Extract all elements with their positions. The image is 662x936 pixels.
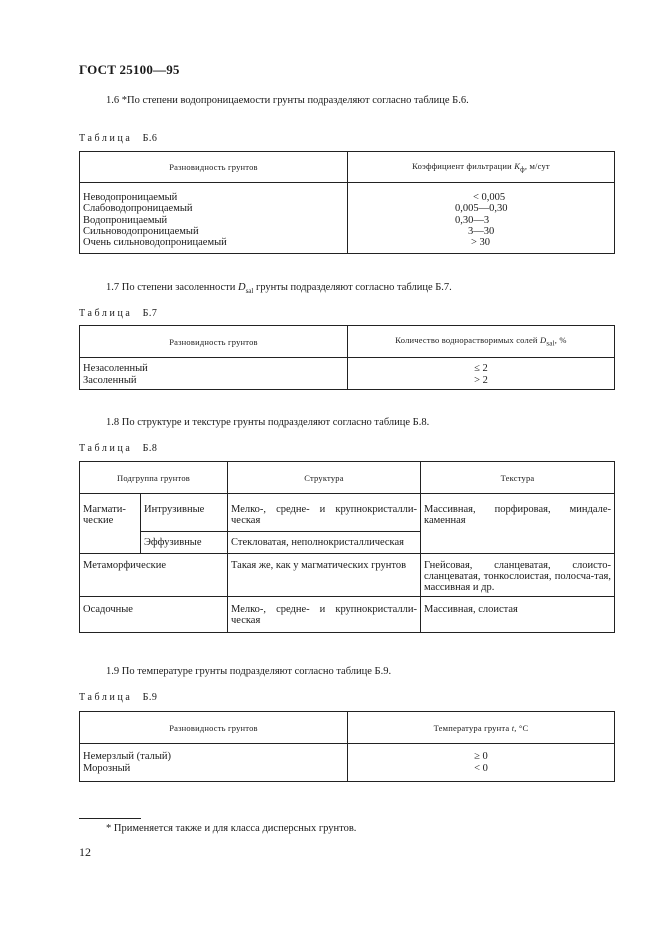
caption-label: Таблица: [79, 692, 133, 703]
table-b8-header-subgroup: Подгруппа грунтов: [80, 462, 228, 494]
paragraph-1-6: 1.6 *По степени водопроницаемости грунты подразделяют согласно таблице Б.6.: [106, 95, 469, 106]
table-b8-effusive: Эффузивные: [141, 532, 228, 554]
table-b7-names: [80, 358, 348, 390]
table-row-name: Сильноводопроницаемый: [83, 225, 199, 237]
table-row-name: Незасоленный: [83, 363, 148, 374]
table-b9-caption: [79, 692, 157, 703]
table-b6: [79, 151, 615, 254]
table-b7-caption: [79, 308, 157, 319]
caption-number: Б.8: [142, 443, 158, 454]
table-b8: [79, 461, 615, 633]
table-row-name: Очень сильноводопроницаемый: [83, 237, 227, 249]
table-b8-intrusive-structure: Мелко-, средне- и крупнокристалли-ческая: [228, 494, 421, 532]
caption-number: Б.6: [142, 133, 158, 144]
table-b9-values: [348, 744, 615, 782]
table-b8-effusive-structure: Стекловатая, неполнокристаллическая: [228, 532, 421, 554]
table-row-name: Водопроницаемый: [83, 214, 168, 226]
table-row-name: Немерзлый (талый): [83, 751, 171, 762]
caption-label: Таблица: [79, 308, 133, 319]
table-row-name: Слабоводопроницаемый: [83, 203, 193, 215]
table-row-value: > 30: [471, 237, 491, 249]
table-row-name: Неводопроницаемый: [83, 192, 178, 203]
table-b8-sedimentary-texture: Массивная, слоистая: [421, 597, 615, 633]
table-b8-header-texture: Текстура: [421, 462, 615, 494]
table-row-name: Засоленный: [83, 374, 137, 386]
page-number: 12: [79, 845, 91, 859]
table-row-name: Морозный: [83, 762, 131, 774]
table-b8-caption: [79, 443, 157, 454]
table-b9: [79, 711, 615, 782]
table-b6-caption: [79, 133, 157, 144]
caption-label: Таблица: [79, 443, 133, 454]
table-b8-header-structure: Структура: [228, 462, 421, 494]
document-code: ГОСТ 25100—95: [79, 62, 180, 77]
table-b8-metamorphic-structure: Такая же, как у магматических грунтов: [228, 554, 421, 597]
footnote: * Применяется также и для класса дисперсных грунтов.: [106, 823, 357, 834]
table-b7-header-salt: Количество воднорастворимых солей $D_{sal}$, %: [348, 326, 615, 358]
paragraph-1-9: 1.9 По температуре грунты подразделяют согласно таблице Б.9.: [106, 666, 392, 677]
table-row-value: ≤ 2: [474, 363, 488, 374]
table-row-value: ≥ 0: [474, 751, 488, 762]
table-b6-header-coef: Коэффициент фильтрации $K_ф$, м/сут: [348, 152, 615, 183]
table-b6-values: [348, 183, 615, 254]
paragraph-1-7: 1.7 По степени засоленности $D_{sal}$ грунты подразделяют согласно таблице Б.7.: [106, 282, 452, 296]
caption-number: Б.9: [142, 692, 158, 703]
table-b7: [79, 325, 615, 390]
footnote-divider: [79, 818, 141, 819]
table-row-value: < 0: [474, 762, 488, 774]
table-b7-values: [348, 358, 615, 390]
table-row-value: 0,30—3: [455, 214, 490, 226]
table-b6-names: [80, 183, 348, 254]
table-b8-intrusive: Интрузивные: [141, 494, 228, 532]
paragraph-1-8: 1.8 По структуре и текстуре грунты подразделяют согласно таблице Б.8.: [106, 417, 430, 428]
table-b8-sedimentary-structure: Мелко-, средне- и крупнокристалли-ческая: [228, 597, 421, 633]
table-b8-magmatic-texture: Массивная, порфировая, миндале-каменная: [421, 494, 615, 554]
table-row-value: 0,005—0,30: [455, 203, 508, 215]
caption-number: Б.7: [142, 308, 158, 319]
table-b8-metamorphic: Метаморфические: [80, 554, 228, 597]
table-b7-header-type: Разновидность грунтов: [80, 326, 348, 358]
caption-label: Таблица: [79, 133, 133, 144]
table-b9-names: [80, 744, 348, 782]
table-row-value: < 0,005: [473, 192, 506, 203]
table-b9-header-type: Разновидность грунтов: [80, 712, 348, 744]
table-b8-metamorphic-texture: Гнейсовая, сланцеватая, слоисто-сланцеватая, тонкослоистая, полосча-тая, массивная и др.: [421, 554, 615, 597]
table-row-value: > 2: [474, 374, 488, 386]
table-b6-header-type: Разновидность грунтов: [80, 152, 348, 183]
table-b9-header-temp: Температура грунта t, °С: [348, 712, 615, 744]
table-b8-magmatic: Магмати-ческие: [80, 494, 141, 554]
table-b8-sedimentary: Осадочные: [80, 597, 228, 633]
table-row-value: 3—30: [468, 225, 495, 237]
